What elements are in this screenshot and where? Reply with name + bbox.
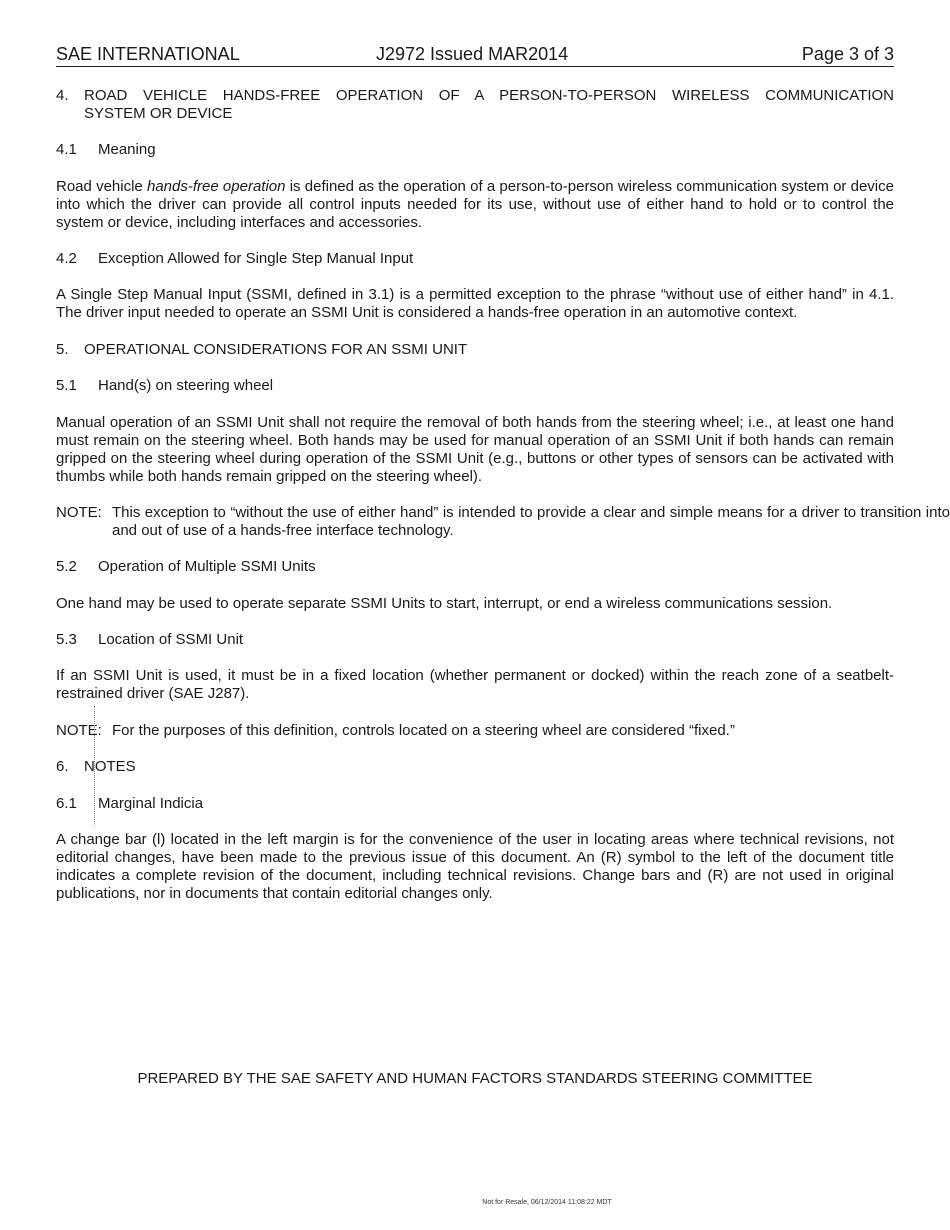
header-page-number: Page 3 of 3 (801, 44, 894, 64)
section-5-number: 5. (56, 341, 69, 358)
section-4-2-number: 4.2 (56, 250, 77, 267)
section-5-heading (56, 341, 894, 359)
header-doc-id: J2972 Issued MAR2014 (376, 44, 569, 64)
note-5-1-text: This exception to “without the use of either hand” is intended to provide a clear and simple means for a driver to transition into and out of use of a hands-free interface technology. (112, 504, 950, 539)
section-4-2-title: Exception Allowed for Single Step Manual Input (98, 250, 414, 267)
section-6-heading (56, 758, 894, 776)
section-6-number: 6. (56, 758, 69, 775)
section-5-3-heading (56, 631, 894, 649)
section-5-1-title: Hand(s) on steering wheel (98, 377, 274, 394)
section-4-2-heading (56, 250, 894, 268)
paragraph-4-1-term: hands-free operation (147, 178, 286, 195)
section-4-title-line1: ROAD VEHICLE HANDS-FREE OPERATION OF A PERSON-TO-PERSON WIRELESS COMMUNICATION (84, 87, 894, 104)
paragraph-5-1: Manual operation of an SSMI Unit shall not require the removal of both hands from the steering wheel; i.e., at least one hand must remain on the steering wheel. Both hands may be used for manual operation of an SSMI Unit if both hands can remain gripped on the steering wheel during operation of the SSMI Unit (e.g., buttons or other types of sensors can be activated with thumbs while both hands remain gripped on the steering wheel). (56, 414, 894, 485)
section-5-2-heading (56, 558, 894, 576)
paragraph-4-1-post: is defined as the operation of a person-to-person wireless communication system or device into which the driver can provide all control inputs needed for its use, without use of either hand to hold or to control the system or device, including interfaces and accessories. (56, 178, 894, 231)
note-5-1 (56, 504, 950, 540)
section-6-1-heading (56, 795, 894, 813)
section-6-1-number: 6.1 (56, 795, 77, 812)
section-5-1-heading (56, 377, 894, 395)
note-5-3 (56, 722, 894, 740)
paragraph-5-2: One hand may be used to operate separate SSMI Units to start, interrupt, or end a wireless communications session. (56, 595, 833, 612)
section-5-2-number: 5.2 (56, 558, 77, 575)
page-footer: Not for Resale, 06/12/2014 11:08:22 MDT (482, 1199, 612, 1206)
section-4-1-heading (56, 141, 894, 159)
section-5-2-title: Operation of Multiple SSMI Units (98, 558, 316, 575)
paragraph-6-1: A change bar (l) located in the left margin is for the convenience of the user in locating areas where technical revisions, not editorial changes, have been made to the previous issue of this document. An (R) symbol to the left of the document title indicates a complete revision of the document, including technical revisions. Change bars and (R) are not used in original publications, nor in documents that contain editorial changes only. (56, 831, 894, 902)
section-5-1-number: 5.1 (56, 377, 77, 394)
page-header (56, 44, 894, 67)
section-5-3-number: 5.3 (56, 631, 77, 648)
section-4-1-title: Meaning (98, 141, 156, 158)
paragraph-5-3: If an SSMI Unit is used, it must be in a fixed location (whether permanent or docked) within the reach zone of a seatbelt-restrained driver (SAE J287). (56, 667, 894, 702)
change-bar (94, 706, 95, 826)
paragraph-4-1 (56, 178, 894, 232)
note-5-1-label: NOTE: (56, 504, 102, 521)
section-4-heading (56, 87, 894, 123)
section-4-title-line2: SYSTEM OR DEVICE (84, 105, 233, 122)
note-5-3-label: NOTE: (56, 722, 102, 739)
prepared-by: PREPARED BY THE SAE SAFETY AND HUMAN FACTORS STANDARDS STEERING COMMITTEE (137, 1070, 813, 1087)
section-5-title: OPERATIONAL CONSIDERATIONS FOR AN SSMI UNIT (84, 341, 468, 358)
header-org: SAE INTERNATIONAL (56, 44, 240, 64)
section-6-title: NOTES (84, 758, 136, 775)
section-6-1-title: Marginal Indicia (98, 795, 204, 812)
paragraph-4-1-pre: Road vehicle (56, 178, 147, 195)
section-4-number: 4. (56, 87, 69, 104)
paragraph-4-2: A Single Step Manual Input (SSMI, defined in 3.1) is a permitted exception to the phrase “without use of either hand” in 4.1. The driver input needed to operate an SSMI Unit is considered a hands-free operation in an automotive context. (56, 286, 894, 321)
note-5-3-text: For the purposes of this definition, controls located on a steering wheel are considered “fixed.” (112, 722, 735, 739)
section-4-1-number: 4.1 (56, 141, 77, 158)
section-5-3-title: Location of SSMI Unit (98, 631, 244, 648)
